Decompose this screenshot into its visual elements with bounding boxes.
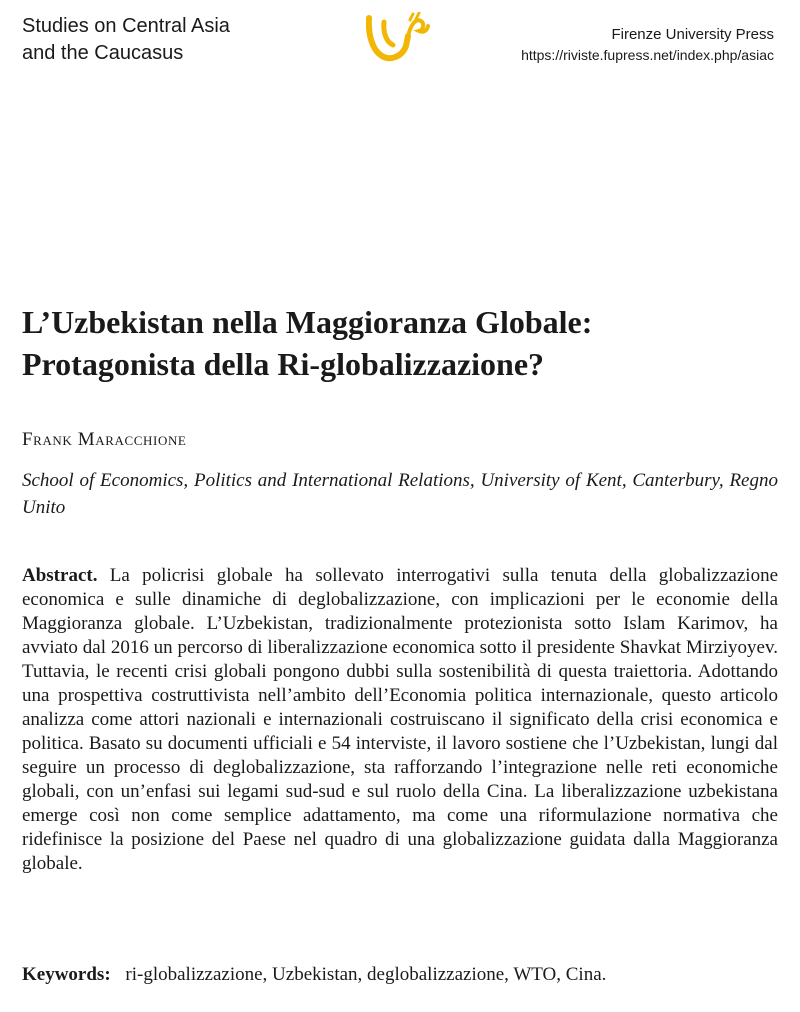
author-name: Frank Maracchione <box>22 429 187 450</box>
publisher-info <box>521 25 774 65</box>
keywords-label: Keywords: <box>22 964 111 985</box>
journal-name-line2: and the Caucasus <box>22 42 184 64</box>
page-header <box>0 0 800 80</box>
article-title-line2: Protagonista della Ri-globalizzazione? <box>22 346 545 382</box>
keywords-text: ri-globalizzazione, Uzbekistan, deglobalizzazione, WTO, Cina. <box>125 964 607 985</box>
abstract-text: La policrisi globale ha sollevato interrogativi sulla tenuta della globalizzazione economica e sulle dinamiche di deglobalizzazione, con implicazioni per le economie della Maggioranza globale. L’Uzbekistan, tradizionalmente protezionista sotto Islam Karimov, ha avviato dal 2016 un percorso di liberalizzazione economica sotto il presidente Shavkat Mirziyoyev. Tuttavia, le recenti crisi globali pongono dubbi sulla sostenibilità di questa traiettoria. Adottando una prospettiva costruttivista nell’ambito dell’Economia politica internazionale, questo articolo analizza come attori nazionali e internazionali costruiscano il significato della crisi economica e politica. Basato su documenti ufficiali e 54 interviste, il lavoro sostiene che l’Uzbekistan, lungi dal seguire un processo di deglobalizzazione, sta rafforzando l’integrazione nelle reti economiche globali, con un’enfasi sui legami sud-sud e sul ruolo della Cina. La liberalizzazione uzbekistana emerge così non come semplice adattamento, ma come una riformulazione normativa che ridefinisce la posizione del Paese nel quadro di una globalizzazione guidata dalla Maggioranza globale. <box>22 565 778 874</box>
article-title-line1: L’Uzbekistan nella Maggioranza Globale: <box>22 304 593 340</box>
journal-name-line1: Studies on Central Asia <box>22 15 230 37</box>
abstract-label: Abstract. <box>22 565 98 586</box>
journal-name <box>22 13 230 67</box>
author-affiliation: School of Economics, Politics and International Relations, University of Kent, Canterbury, Regno Unito <box>22 470 778 518</box>
abstract <box>22 564 778 876</box>
article-title <box>22 301 782 385</box>
publisher-name: Firenze University Press <box>611 26 774 43</box>
journal-url[interactable]: https://riviste.fupress.net/index.php/asiac <box>521 47 774 63</box>
journal-logo-icon <box>366 12 430 64</box>
keywords <box>22 963 606 987</box>
